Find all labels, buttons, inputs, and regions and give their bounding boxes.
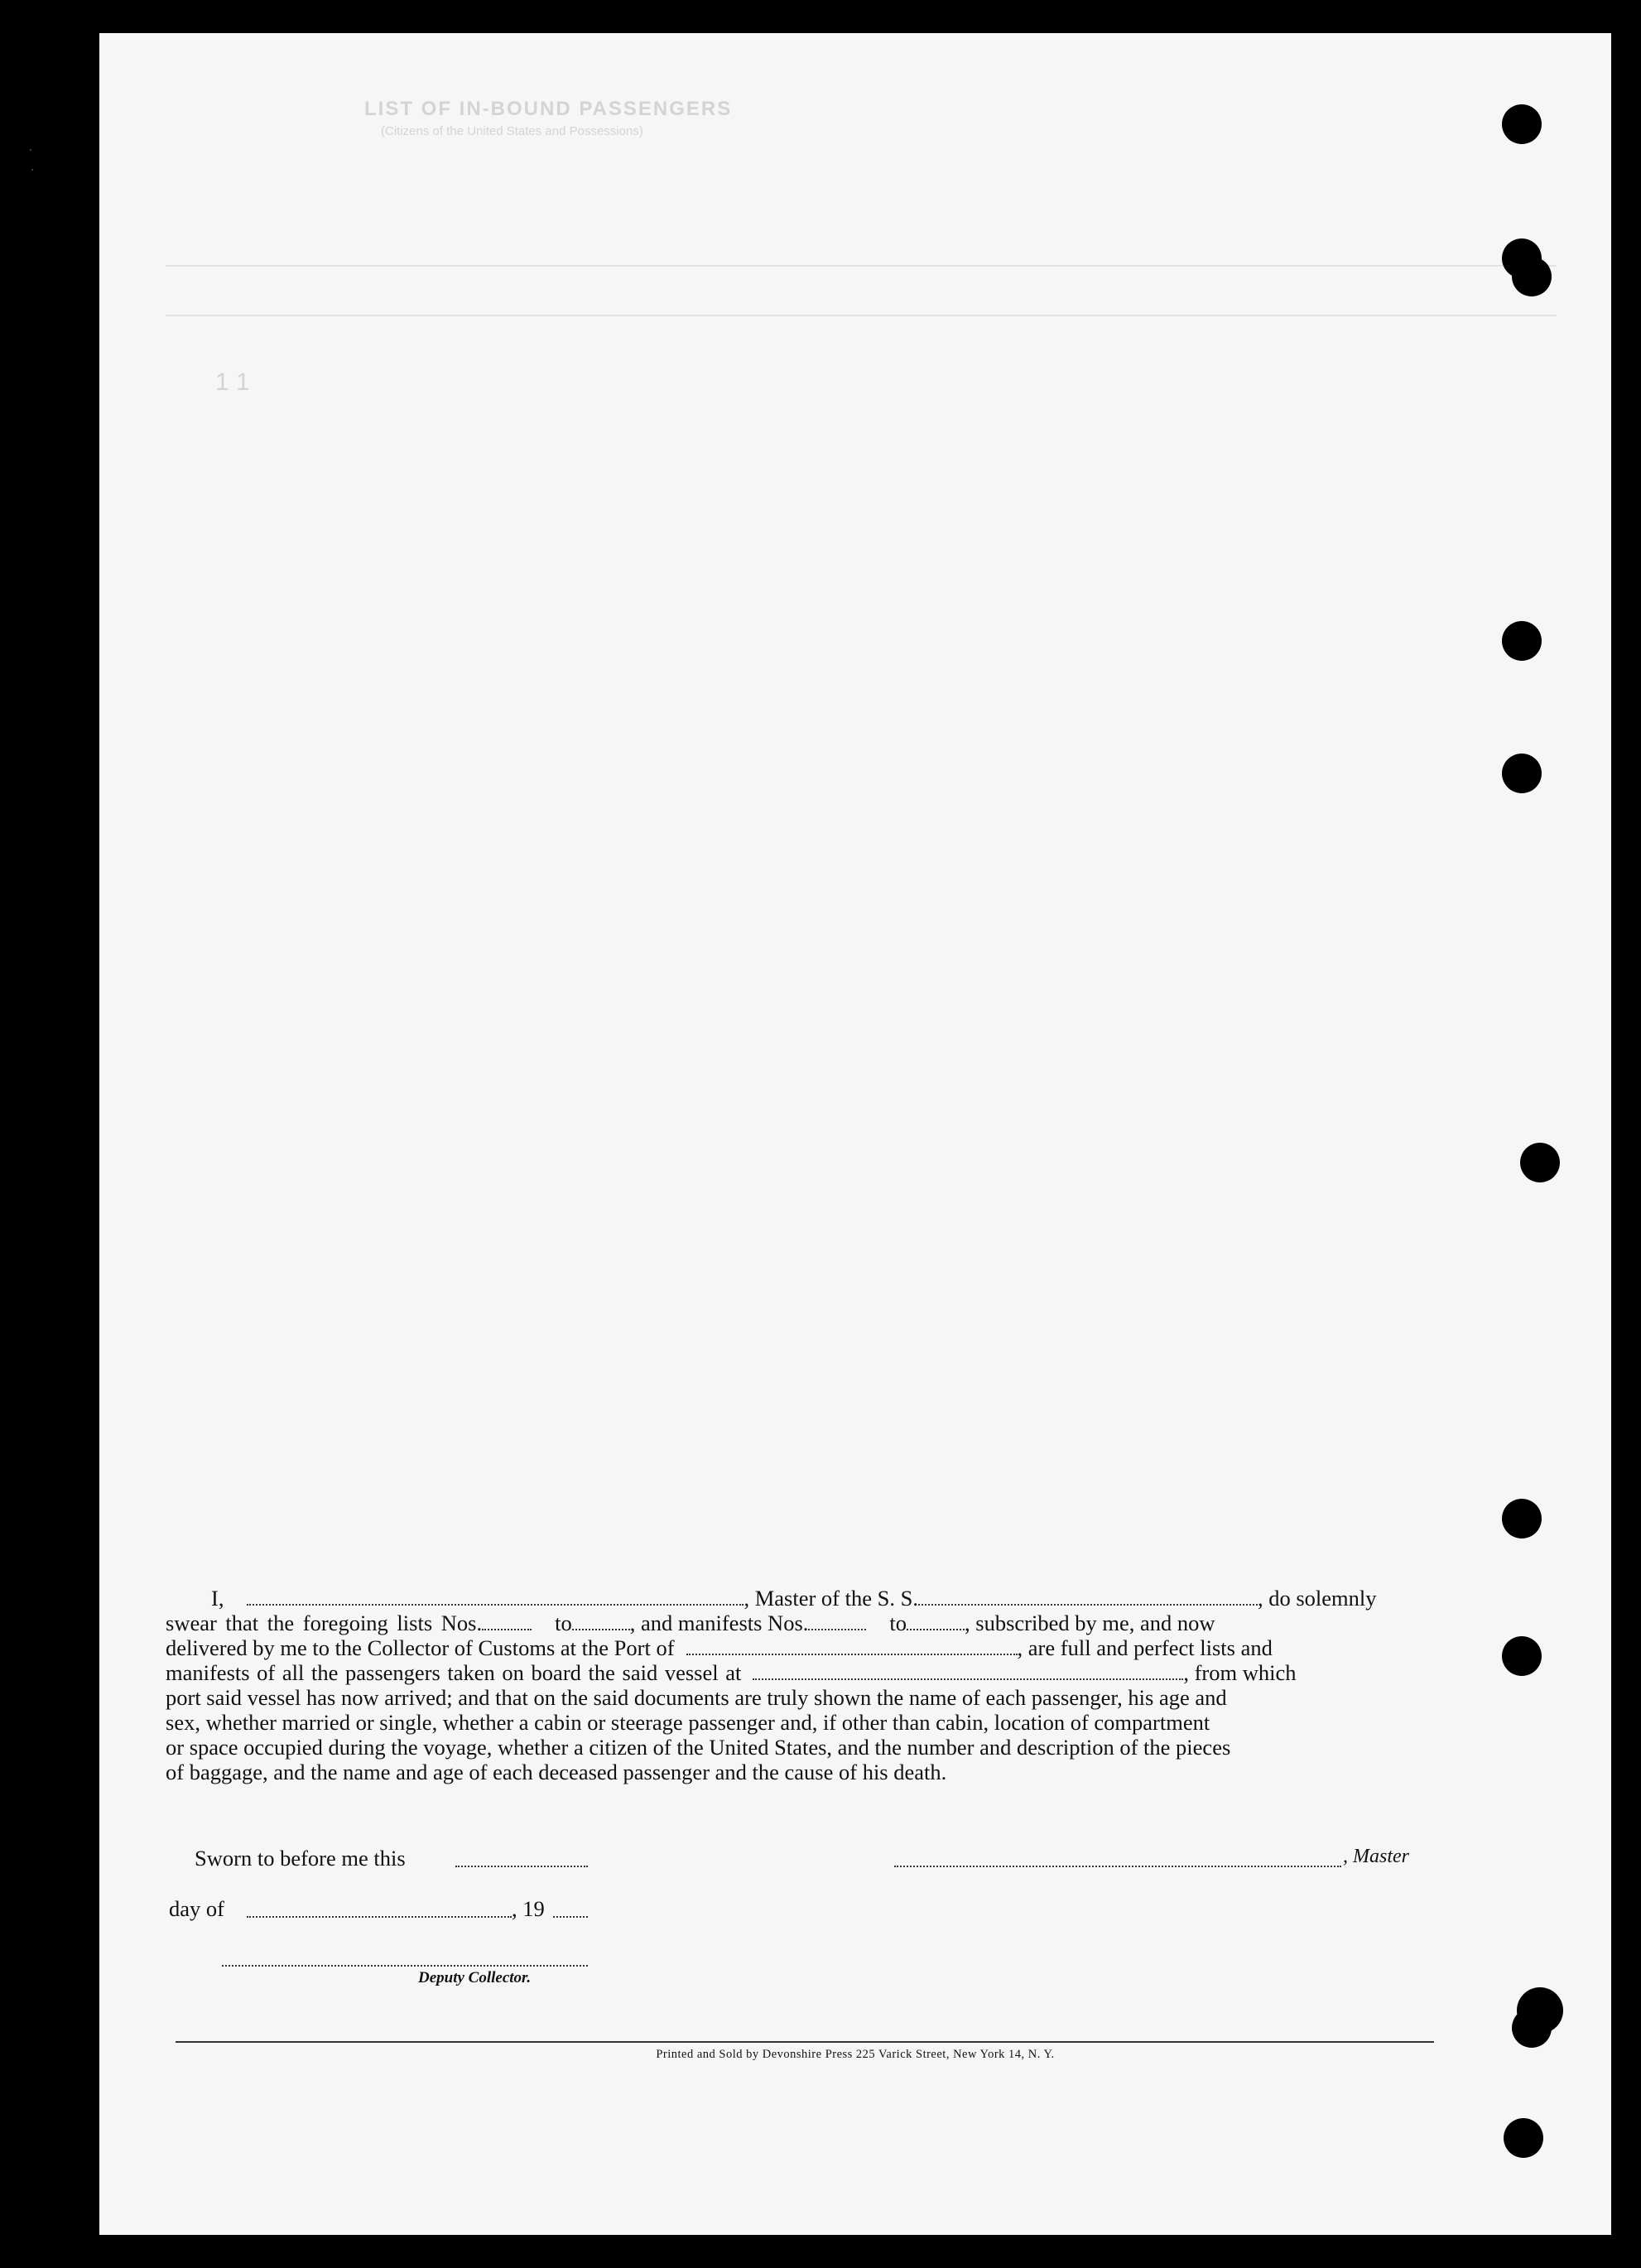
year-label: , 19 [512,1896,545,1921]
binder-hole [1502,754,1542,793]
manifest-from-field[interactable] [808,1612,866,1630]
bleed-through-title: LIST OF IN-BOUND PASSENGERS [364,98,733,120]
oath-line-5: port said vessel has now arrived; and that on the said documents are truly shown the name of each passenger, his age and [166,1685,1227,1710]
oath-line-2: swear that the foregoing lists Nos. to , and manifests Nos. to , subscribed by me, and now [166,1611,1215,1635]
binder-hole [1512,257,1552,296]
master-name-field[interactable] [247,1587,744,1606]
sworn-label: Sworn to before me this [195,1846,406,1871]
oath-line-1: I, , Master of the S. S. , do solemnly [211,1586,1377,1611]
scan-artifact-icon: ˙ [28,146,33,162]
list-to-field[interactable] [572,1612,630,1630]
binder-hole [1502,104,1542,144]
oath-line-8: of baggage, and the name and age of each deceased passenger and the cause of his death. [166,1760,947,1784]
footer-rule [176,2041,1434,2043]
oath-line-3: delivered by me to the Collector of Customs at the Port of , are full and perfect lists and [166,1635,1273,1660]
oath-line-7: or space occupied during the voyage, whether a citizen of the United States, and the number and description of the pieces [166,1735,1231,1760]
binder-hole [1502,621,1542,661]
document-page [99,33,1611,2235]
bleed-through-rule [166,265,1557,267]
binder-hole [1512,2008,1552,2048]
master-signature-field[interactable] [894,1866,1341,1867]
oath-line-6: sex, whether married or single, whether a cabin or steerage passenger and, if other than cabin, location of compartment [166,1710,1210,1735]
binder-hole [1504,2118,1543,2158]
bleed-through-number: 1 1 [215,368,250,396]
scan-artifact-icon: ˙ [30,166,35,182]
manifest-to-field[interactable] [907,1612,965,1630]
master-oath-paragraph [166,1586,1432,1784]
port-field[interactable] [686,1637,1018,1655]
master-label: , Master [1343,1846,1409,1867]
month-field[interactable] [247,1916,512,1918]
deputy-signature-field[interactable] [222,1965,588,1967]
printer-footer: Printed and Sold by Devonshire Press 225 Varick Street, New York 14, N. Y. [656,2048,1055,2061]
list-from-field[interactable] [482,1612,532,1630]
binder-hole [1520,1143,1560,1182]
departure-port-field[interactable] [753,1662,1183,1680]
vessel-name-field[interactable] [918,1587,1258,1606]
bleed-through-rule [166,315,1557,316]
binder-hole [1502,1499,1542,1538]
binder-hole [1502,1636,1542,1676]
sworn-date-field[interactable] [455,1866,588,1867]
oath-line-4: manifests of all the passengers taken on board the said vessel at , from which [166,1660,1297,1685]
year-field[interactable] [553,1916,588,1918]
bleed-through-subtitle: (Citizens of the United States and Possessions) [381,124,643,138]
day-of-label: day of [169,1896,224,1921]
deputy-collector-label: Deputy Collector. [418,1969,532,1986]
